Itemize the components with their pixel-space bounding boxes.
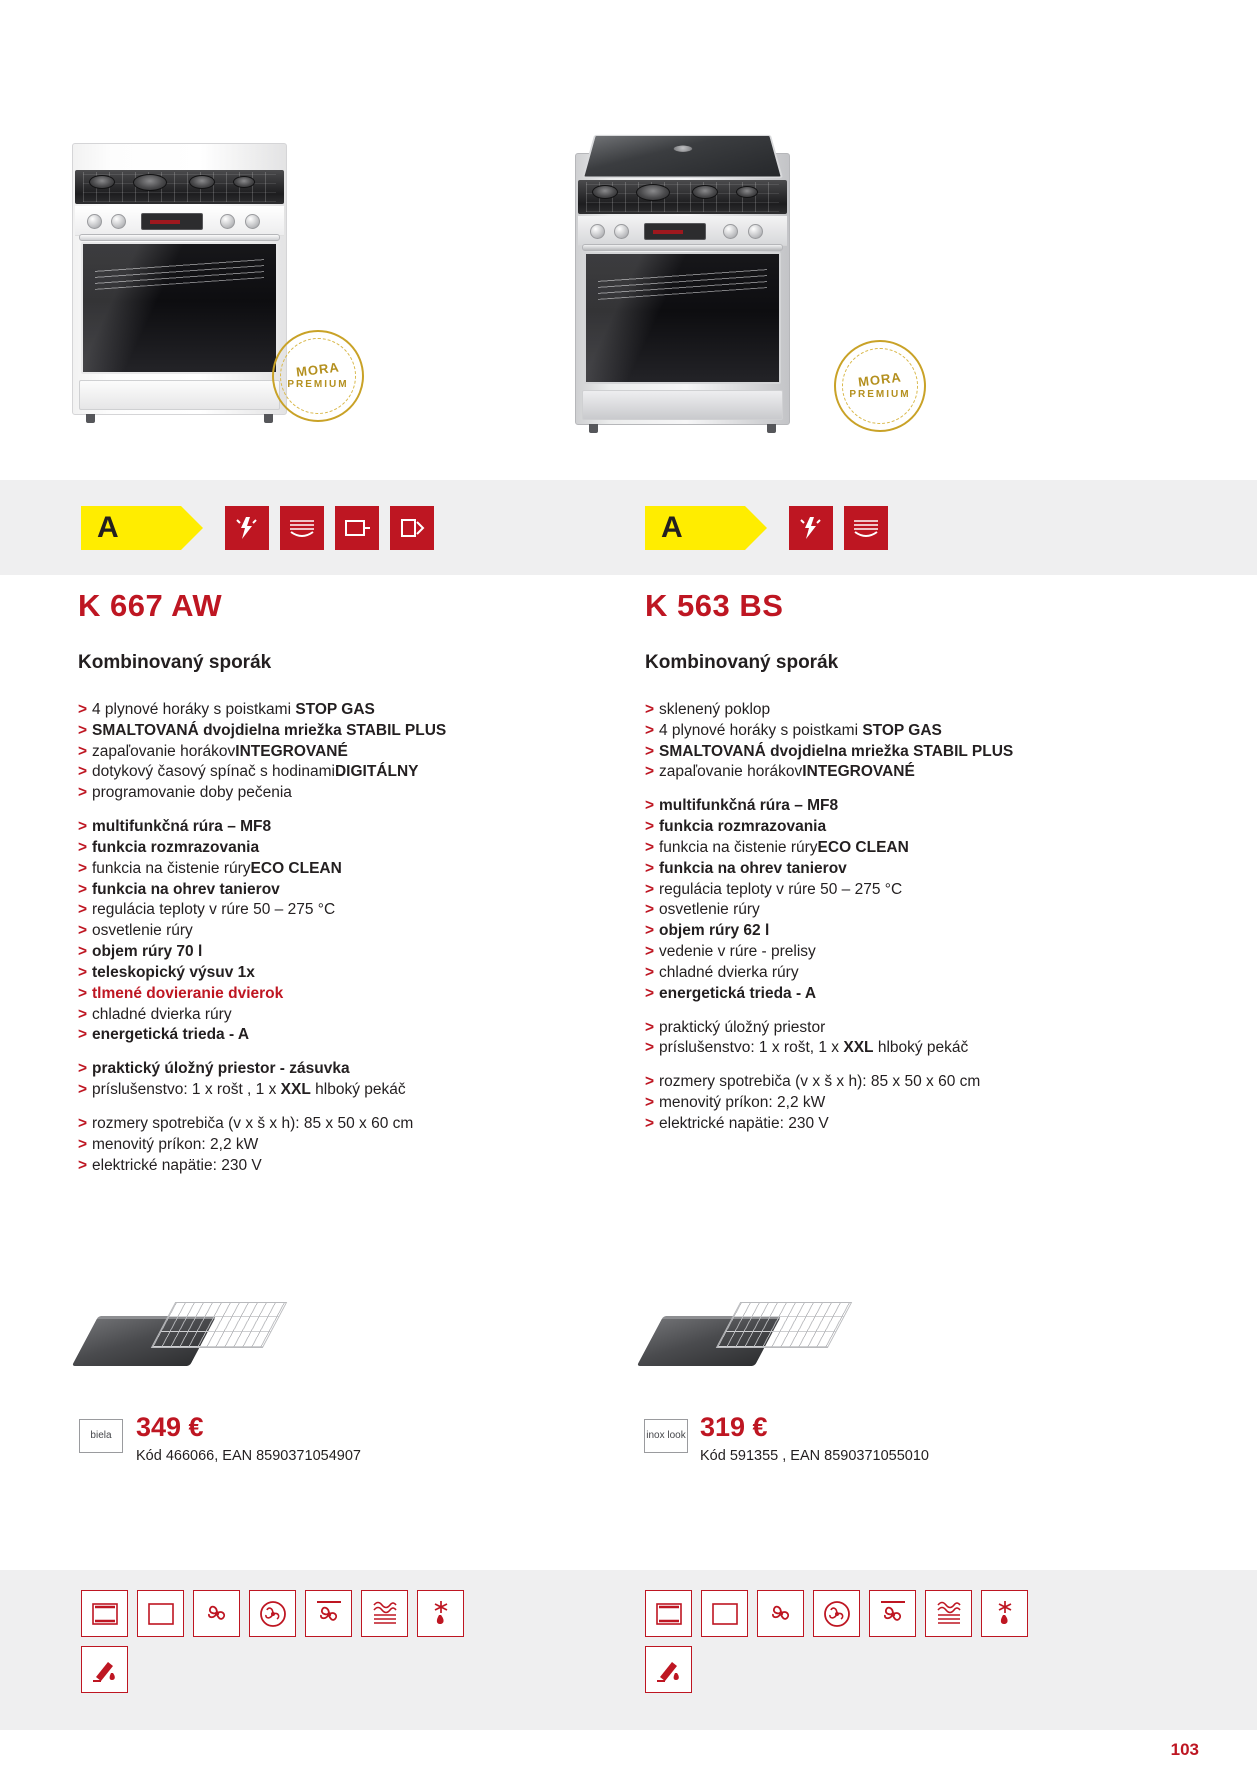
energy-class-badge: [645, 506, 745, 550]
control-panel: [578, 216, 787, 246]
feature-text: funkcia na čistenie rúryECO CLEAN: [659, 838, 909, 856]
feature-item: [645, 1038, 1045, 1058]
feature-item: [645, 838, 1045, 858]
feature-item: [645, 880, 1045, 900]
feature-item: [78, 963, 478, 983]
bullet-chevron-icon: >: [78, 963, 88, 981]
feature-text: zapaľovanie horákovINTEGROVANÉ: [92, 742, 348, 760]
feature-item: [78, 1025, 478, 1045]
feature-text: elektrické napätie: 230 V: [659, 1114, 829, 1132]
feature-item: [645, 1114, 1045, 1134]
bullet-chevron-icon: >: [645, 797, 655, 815]
accessory-photo-k667aw: [85, 1290, 275, 1370]
eco-clean-icon: [81, 1646, 128, 1693]
feature-item: [645, 796, 1045, 816]
oven-door: [81, 242, 278, 374]
energy-class-letter: A: [661, 511, 683, 544]
feature-item: [645, 1018, 1045, 1038]
control-panel: [75, 206, 284, 236]
feature-text: vedenie v rúre - prelisy: [659, 943, 816, 961]
gas-hob: [578, 180, 787, 214]
bullet-chevron-icon: >: [645, 818, 655, 836]
seal-tier: PREMIUM: [849, 389, 911, 400]
oven-bottom-heat-icon: [81, 1590, 128, 1637]
feature-item: [645, 721, 1045, 741]
oven-bottom-heat-icon: [645, 1590, 692, 1637]
feature-text: objem rúry 62 l: [659, 922, 770, 940]
gas-hob: [75, 170, 284, 204]
feature-text: funkcia na ohrev tanierov: [92, 880, 280, 898]
feature-item: [645, 900, 1045, 920]
feature-text: multifunkčná rúra – MF8: [659, 797, 839, 815]
eco-clean-icon: [645, 1646, 692, 1693]
accessory-photo-k563bs: [650, 1290, 840, 1370]
bullet-chevron-icon: >: [78, 701, 88, 718]
storage-drawer: [79, 380, 280, 410]
bullet-chevron-icon: >: [78, 943, 88, 961]
feature-text: energetická trieda - A: [659, 984, 817, 1002]
feature-text: rozmery spotrebiča (v x š x h): 85 x 50 x 60 cm: [92, 1114, 414, 1132]
bullet-chevron-icon: >: [78, 784, 88, 802]
bullet-chevron-icon: >: [645, 721, 655, 739]
feature-text: praktický úložný priestor - zásuvka: [92, 1060, 350, 1078]
feature-text: rozmery spotrebiča (v x š x h): 85 x 50 x 60 cm: [659, 1073, 981, 1091]
bullet-chevron-icon: >: [645, 763, 655, 781]
feature-text: príslušenstvo: 1 x rošt , 1 x XXL hlboký pekáč: [92, 1081, 406, 1099]
wire-rack-icon: [716, 1302, 852, 1348]
feature-item: [78, 1005, 478, 1025]
feature-item: [78, 859, 478, 879]
digital-timer-display: [141, 213, 203, 230]
bullet-chevron-icon: >: [78, 818, 88, 836]
feature-item: [645, 1072, 1045, 1092]
feature-item: [78, 1114, 478, 1134]
feature-item: [78, 942, 478, 962]
feature-item: [78, 762, 478, 782]
product-photo-k667aw: [72, 105, 287, 415]
feature-text: osvetlenie rúry: [659, 901, 760, 919]
spark-ignition-icon: [789, 506, 833, 550]
bullet-chevron-icon: >: [645, 880, 655, 898]
feature-text: energetická trieda - A: [92, 1026, 250, 1044]
feature-text: chladné dvierka rúry: [659, 963, 799, 981]
bullet-chevron-icon: >: [645, 901, 655, 919]
price-k563bs: 319 €: [700, 1412, 768, 1442]
feature-text: objem rúry 70 l: [92, 943, 203, 961]
fan-grill-icon: [869, 1590, 916, 1637]
feature-text: príslušenstvo: 1 x rošt, 1 x XXL hlboký pekáč: [659, 1039, 969, 1057]
feature-item: [78, 1135, 478, 1155]
telescopic-rail-icon: [335, 506, 379, 550]
feature-item: [78, 817, 478, 837]
bullet-chevron-icon: >: [78, 984, 88, 1002]
feature-text: SMALTOVANÁ dvojdielna mriežka STABIL PLUS: [92, 721, 447, 739]
enamel-grate-icon: [844, 506, 888, 550]
product-photo-k563bs: [575, 70, 790, 425]
grill-icon: [925, 1590, 972, 1637]
bullet-chevron-icon: >: [78, 1026, 88, 1044]
function-icon-grid-k563bs: [645, 1590, 1065, 1693]
page-title-k563bs: K 563 BS: [645, 588, 784, 623]
bullet-chevron-icon: >: [645, 859, 655, 877]
feature-text: menovitý príkon: 2,2 kW: [659, 1094, 826, 1112]
feature-text: menovitý príkon: 2,2 kW: [92, 1135, 259, 1153]
feature-text: zapaľovanie horákovINTEGROVANÉ: [659, 763, 915, 781]
feature-item: [78, 1156, 478, 1176]
feature-item: [78, 783, 478, 803]
bullet-chevron-icon: >: [78, 1081, 88, 1099]
feature-text: regulácia teploty v rúre 50 – 275 °C: [92, 901, 336, 919]
oven-static-icon: [701, 1590, 748, 1637]
digital-timer-display: [644, 223, 706, 240]
feature-item: [645, 742, 1045, 762]
feature-text: sklenený poklop: [659, 701, 771, 718]
feature-text: tlmené dovieranie dvierok: [92, 984, 284, 1002]
product-code-k667aw: Kód 466066, EAN 8590371054907: [136, 1448, 361, 1464]
feature-text: regulácia teploty v rúre 50 – 275 °C: [659, 880, 903, 898]
feature-item: [78, 721, 478, 741]
feature-text: multifunkčná rúra – MF8: [92, 818, 272, 836]
page-number: 103: [1170, 1740, 1199, 1759]
feature-item: [78, 1059, 478, 1079]
bullet-chevron-icon: >: [645, 963, 655, 981]
bullet-chevron-icon: >: [78, 1005, 88, 1023]
bullet-chevron-icon: >: [78, 901, 88, 919]
bullet-chevron-icon: >: [78, 1060, 88, 1078]
product-subtitle-k563bs: Kombinovaný sporák: [645, 652, 839, 673]
feature-item: [78, 700, 478, 720]
enamel-grate-icon: [280, 506, 324, 550]
mora-premium-seal: [272, 330, 364, 422]
feature-text: funkcia na čistenie rúryECO CLEAN: [92, 859, 342, 877]
oven-door: [584, 252, 781, 384]
soft-close-icon: [390, 506, 434, 550]
bullet-chevron-icon: >: [78, 922, 88, 940]
oven-static-icon: [137, 1590, 184, 1637]
feature-item: [78, 1080, 478, 1100]
feature-text: teleskopický výsuv 1x: [92, 963, 255, 981]
feature-item: [78, 742, 478, 762]
feature-item: [645, 700, 1045, 720]
colour-swatch-k667aw: biela: [79, 1419, 123, 1453]
bullet-chevron-icon: >: [78, 1114, 88, 1132]
bullet-chevron-icon: >: [645, 943, 655, 961]
feature-text: funkcia rozmrazovania: [92, 838, 260, 856]
feature-item: [78, 984, 478, 1004]
feature-text: elektrické napätie: 230 V: [92, 1156, 262, 1174]
product-code-k563bs: Kód 591355 , EAN 8590371055010: [700, 1448, 929, 1464]
seal-tier: PREMIUM: [287, 379, 349, 390]
product-subtitle-k667aw: Kombinovaný sporák: [78, 652, 272, 673]
feature-item: [645, 859, 1045, 879]
feature-item: [645, 963, 1045, 983]
feature-text: SMALTOVANÁ dvojdielna mriežka STABIL PLUS: [659, 742, 1014, 760]
fan-icon: [757, 1590, 804, 1637]
glass-lid: [582, 135, 783, 178]
bullet-chevron-icon: >: [78, 742, 88, 760]
feature-item: [78, 838, 478, 858]
fan-icon: [193, 1590, 240, 1637]
seal-brand: MORA: [857, 369, 903, 390]
feature-text: funkcia rozmrazovania: [659, 818, 827, 836]
bullet-chevron-icon: >: [645, 1073, 655, 1091]
bullet-chevron-icon: >: [78, 838, 88, 856]
feature-item: [645, 817, 1045, 837]
feature-item: [645, 762, 1045, 782]
feature-text: 4 plynové horáky s poistkami STOP GAS: [659, 721, 942, 739]
defrost-icon: [417, 1590, 464, 1637]
feature-item: [645, 984, 1045, 1004]
seal-brand: MORA: [295, 359, 341, 380]
mora-premium-seal: [834, 340, 926, 432]
bullet-chevron-icon: >: [645, 1039, 655, 1057]
bullet-chevron-icon: >: [78, 721, 88, 739]
function-icon-grid-k667aw: [81, 1590, 501, 1693]
bullet-chevron-icon: >: [78, 1156, 88, 1174]
fan-grill-icon: [305, 1590, 352, 1637]
colour-swatch-k563bs: inox look: [644, 1419, 688, 1453]
energy-row-k563bs: [645, 500, 888, 556]
wire-rack-icon: [151, 1302, 287, 1348]
feature-list-k563bs: [645, 700, 1045, 1135]
feature-item: [78, 921, 478, 941]
feature-text: chladné dvierka rúry: [92, 1005, 232, 1023]
feature-text: praktický úložný priestor: [659, 1018, 826, 1036]
bullet-chevron-icon: >: [645, 984, 655, 1002]
bullet-chevron-icon: >: [78, 1135, 88, 1153]
bullet-chevron-icon: >: [645, 701, 655, 718]
bullet-chevron-icon: >: [645, 1018, 655, 1036]
feature-text: dotykový časový spínač s hodinamiDIGITÁLNY: [92, 763, 419, 781]
grill-icon: [361, 1590, 408, 1637]
spark-ignition-icon: [225, 506, 269, 550]
oven-door-handle: [582, 244, 783, 251]
bullet-chevron-icon: >: [78, 763, 88, 781]
bullet-chevron-icon: >: [78, 859, 88, 877]
bullet-chevron-icon: >: [78, 880, 88, 898]
fan-circle-icon: [813, 1590, 860, 1637]
energy-class-letter: A: [97, 511, 119, 544]
bullet-chevron-icon: >: [645, 1094, 655, 1112]
feature-item: [645, 942, 1045, 962]
feature-text: funkcia na ohrev tanierov: [659, 859, 847, 877]
feature-item: [78, 900, 478, 920]
feature-text: osvetlenie rúry: [92, 922, 193, 940]
feature-list-k667aw: [78, 700, 478, 1176]
storage-drawer: [582, 390, 783, 420]
feature-item: [645, 1093, 1045, 1113]
energy-class-badge: [81, 506, 181, 550]
price-k667aw: 349 €: [136, 1412, 204, 1442]
feature-text: programovanie doby pečenia: [92, 784, 292, 802]
bullet-chevron-icon: >: [645, 742, 655, 760]
bullet-chevron-icon: >: [645, 922, 655, 940]
feature-item: [645, 921, 1045, 941]
fan-circle-icon: [249, 1590, 296, 1637]
oven-door-handle: [79, 234, 280, 241]
feature-text: 4 plynové horáky s poistkami STOP GAS: [92, 701, 375, 718]
defrost-icon: [981, 1590, 1028, 1637]
energy-row-k667aw: [81, 500, 434, 556]
bullet-chevron-icon: >: [645, 838, 655, 856]
bullet-chevron-icon: >: [645, 1114, 655, 1132]
feature-item: [78, 880, 478, 900]
page-title-k667aw: K 667 AW: [78, 588, 223, 623]
